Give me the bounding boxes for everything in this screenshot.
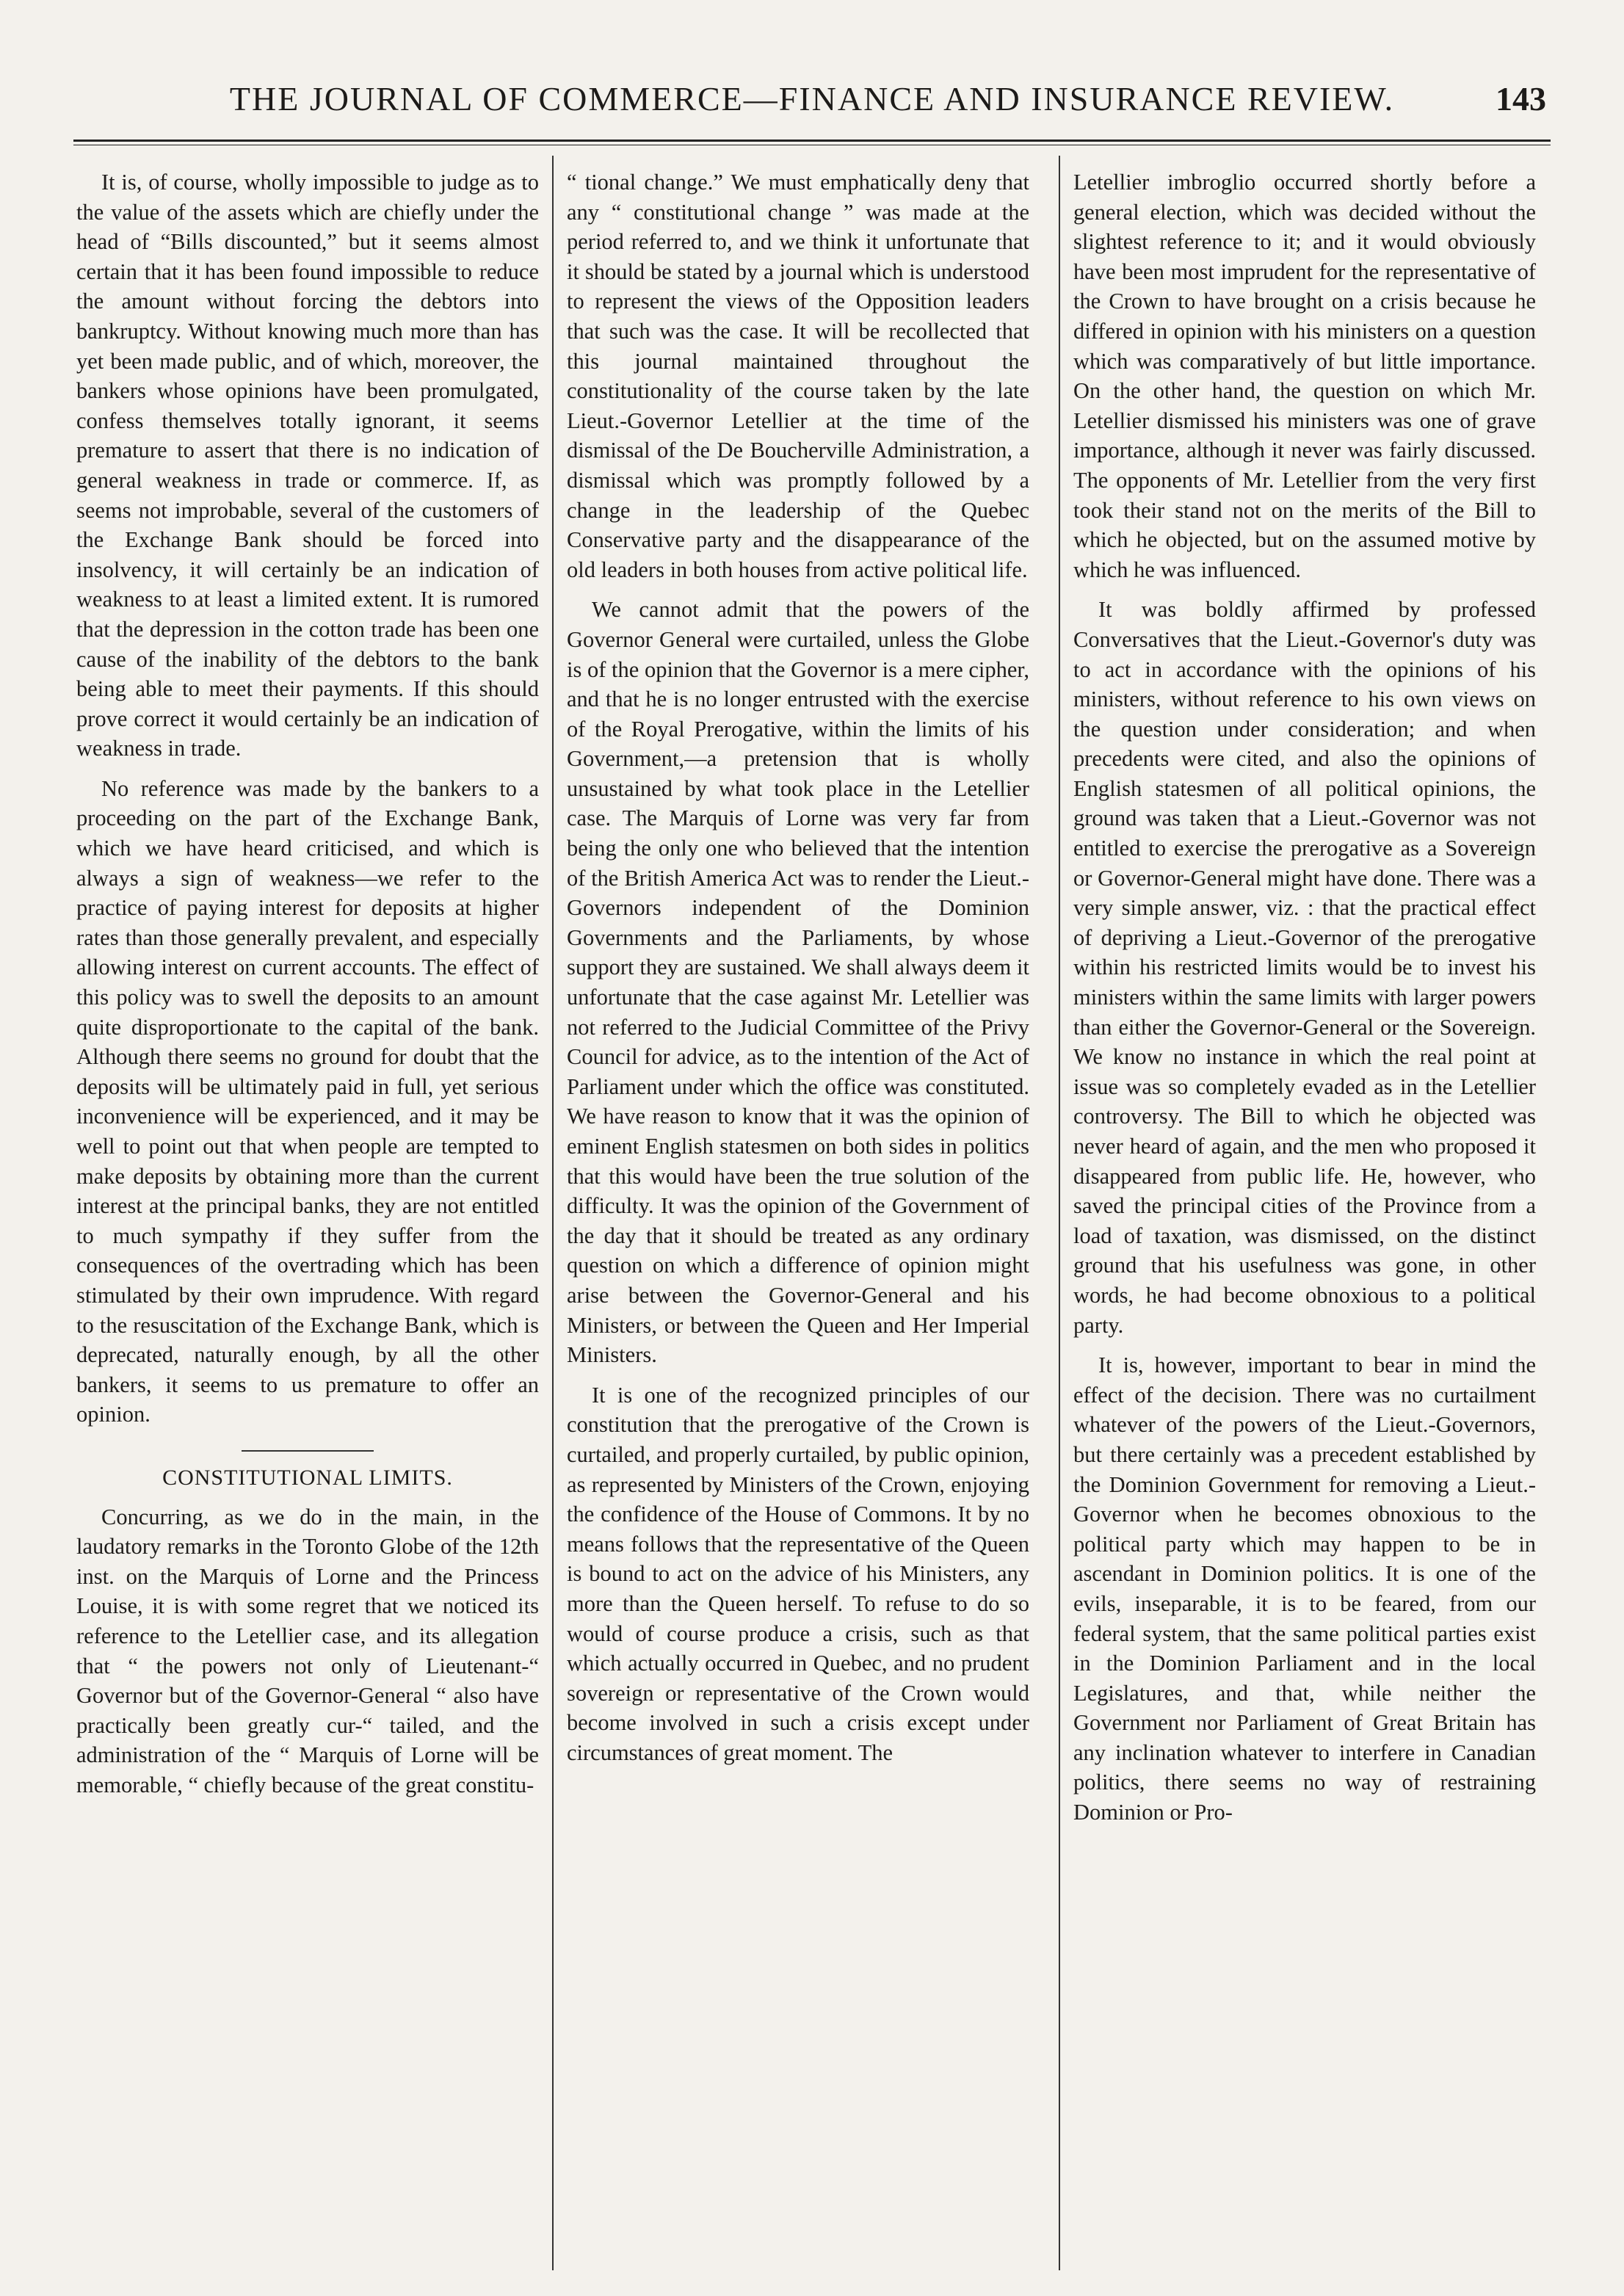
paragraph: “ tional change.” We must emphatically deny that any “ constitutional change ” was made at the period referred to, and we think it unfortunate that it should be stated by a journal which is understood to represent the views of the Opposition leaders that such was the case. It will be recollected that this journal maintained throughout the constitutionality of the course taken by the late Lieut.-Governor Letellier at the time of the dismissal of the De Boucherville Administration, a dismissal which was promptly followed by a change in the leadership of the Quebec Conservative party and the disappearance of the old leaders in both houses from active political life. xyxy=(567,170,1029,582)
paragraph: It is, however, important to bear in mind the effect of the decision. There was no curtailment whatever of the powers of the Lieut.-Governors, but there certainly was a precedent established by the Dominion Government for removing a Lieut.-Governor when he becomes obnoxious to the political party which may happen to be in ascendant in Dominion politics. It is one of the evils, inseparable, it is to be feared, from our federal system, that the same political parties exist in the Dominion Parliament and in the local Legislatures, and that, while neither the Government nor Parliament of Great Britain has any inclination whatever to interfere in Canadian politics, there seems no way of restraining Dominion or Pro- xyxy=(1073,1352,1536,1825)
page-header xyxy=(73,79,1551,131)
paragraph: No reference was made by the bankers to a proceeding on the part of the Exchange Bank, which we have heard criticised, and which is always a sign of weakness—we refer to the practice of paying interest for deposits at higher rates than those generally prevalent, and especially allowing interest on current accounts. The effect of this policy was to swell the deposits to an amount quite disproportionate to the capital of the bank. Although there seems no ground for doubt that the deposits will be ultimately paid in full, yet serious inconvenience will be experienced, and it may be well to point out that when people are tempted to make deposits by obtaining more than the current interest at the principal banks, they are not entitled to much sympathy if they suffer from the consequences of the overtrading which has been stimulated by their own imprudence. With regard to the resuscitation of the Exchange Bank, which is deprecated, naturally enough, by all the other bankers, it seems to us premature to offer an opinion. xyxy=(76,775,539,1427)
paragraph: Letellier imbroglio occurred shortly before a general election, which was decided without the slightest reference to it; and it would obviously have been most imprudent for the representative of the Crown to have brought on a crisis because he differed in opinion with his ministers on a question which was comparatively of but little importance. On the other hand, the question on which Mr. Letellier dismissed his ministers was one of grave importance, although it never was fairly discussed. The opponents of Mr. Letellier from the very first took their stand not on the merits of the Bill to which he objected, but on the assumed motive by which he was influenced. xyxy=(1073,170,1536,582)
running-title: THE JOURNAL OF COMMERCE—FINANCE AND INSURANCE REVIEW. xyxy=(229,80,1395,117)
column-divider xyxy=(552,156,554,2270)
column-2 xyxy=(567,167,1029,1778)
paragraph: It was boldly affirmed by professed Conversatives that the Lieut.-Governor's duty was to act in accordance with the opinions of his ministers, without reference to his own views on the question under consideration; and when precedents were cited, and also the opinions of English statesmen of all political opinions, the ground was taken that a Lieut.-Governor was not entitled to exercise the prerogative as a Sovereign or Governor-General might have done. There was a very simple answer, viz. : that the practical effect of depriving a Lieut.-Governor of the prerogative within his restricted limits would be to invest his ministers within the same limits with larger powers than either the Governor-General or the Sovereign. We know no instance in which the real point at issue was so completely evaded as in the Letellier controversy. The Bill to which he objected was never heard of again, and the men who proposed it disappeared from public life. He, however, who saved the principal cities of the Province from a load of taxation, was dismissed, on the distinct ground that his usefulness was gone, in other words, he had become obnoxious to a political party. xyxy=(1073,597,1536,1338)
page-number: 143 xyxy=(1496,80,1546,117)
section-divider xyxy=(242,1450,374,1452)
column-divider xyxy=(1059,156,1060,2270)
column-3 xyxy=(1073,167,1536,1838)
paragraph: It is one of the recognized principles of our constitution that the prerogative of the Crown is curtailed, and properly curtailed, by public opinion, as represented by Ministers of the Crown, enjoying the confidence of the House of Commons. It by no means follows that the representative of the Queen is bound to act on the advice of his Ministers, any more than the Queen herself. To refuse to do so would of course produce a crisis, such as that which actually occurred in Quebec, and no prudent sovereign or representative of the Crown would become involved in such a crisis except under circumstances of great moment. The xyxy=(567,1382,1029,1765)
section-heading: CONSTITUTIONAL LIMITS. xyxy=(162,1465,453,1490)
paragraph: It is, of course, wholly impossible to judge as to the value of the assets which are chiefly under the head of “Bills discounted,” but it seems almost certain that it has been found impossible to reduce the amount without forcing the debtors into bankruptcy. Without knowing much more than has yet been made public, and of which, moreover, the bankers whose opinions have been promulgated, confess themselves totally ignorant, it seems premature to assert that there is no indication of general weakness in trade or commerce. If, as seems not improbable, several of the customers of the Exchange Bank should be forced into insolvency, it will certainly be an indication of weakness to at least a limited extent. It is rumored that the depression in the cotton trade has been one cause of the inability of the debtors to the bank being able to meet their payments. If this should prove correct it would certainly be an indication of weakness in trade. xyxy=(76,170,539,761)
header-rule xyxy=(73,140,1551,142)
column-1 xyxy=(76,167,539,1810)
paragraph: We cannot admit that the powers of the Governor General were curtailed, unless the Globe is of the opinion that the Governor is a mere cipher, and that he is no longer entrusted with the exercise of the Royal Prerogative, within the limits of his Government,—a pretension that is wholly unsustained by what took place in the Letellier case. The Marquis of Lorne was very far from being the only one who believed that the intention of the British America Act was to render the Lieut.-Governors independent of the Dominion Governments and the Parliaments, by whose support they are sustained. We shall always deem it unfortunate that the case against Mr. Letellier was not referred to the Judicial Committee of the Privy Council for advice, as to the intention of the Act of Parliament under which the office was constituted. We have reason to know that it was the opinion of eminent English statesmen on both sides in politics that this would have been the true solution of the difficulty. It was the opinion of the Government of the day that it should be treated as any ordinary question on which a difference of opinion might arise between the Governor-General and his Ministers, or between the Queen and Her Imperial Ministers. xyxy=(567,597,1029,1368)
paragraph: Concurring, as we do in the main, in the laudatory remarks in the Toronto Globe of the 12th inst. on the Marquis of Lorne and the Princess Louise, it is with some regret that we noticed its reference to the Letellier case, and its allegation that “ the powers not only of Lieutenant-“ Governor but of the Governor-General “ also have practically been greatly cur-“ tailed, and the administration of the “ Marquis of Lorne will be memorable, “ chiefly because of the great constitu- xyxy=(76,1504,539,1797)
